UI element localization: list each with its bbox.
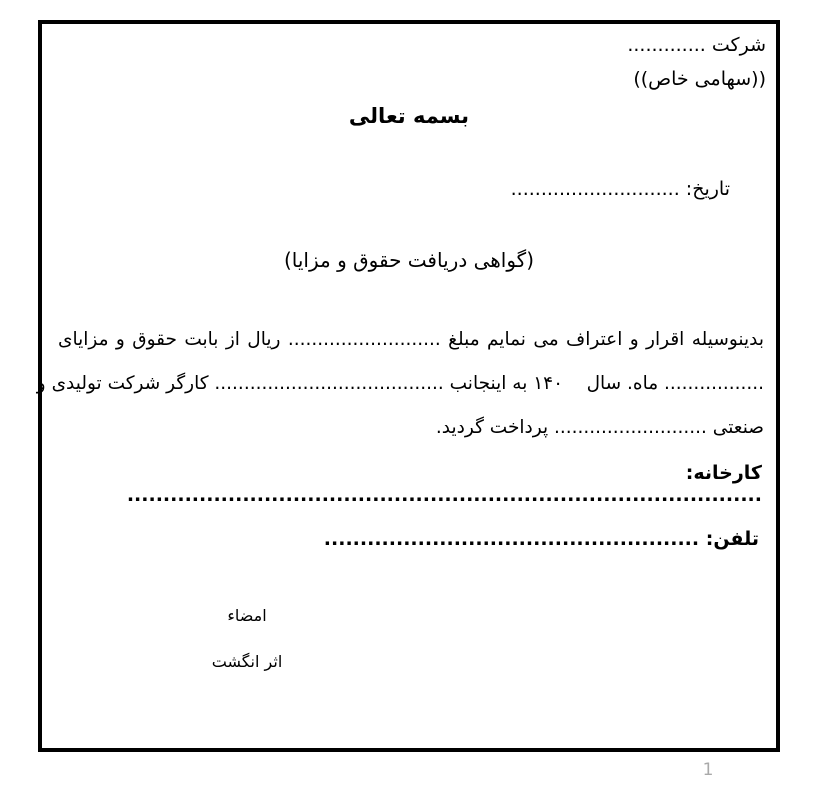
body-paragraph — [36, 318, 764, 450]
page-number: 1 — [702, 760, 714, 780]
body-line-2: ................. ماه. سال ۱۴۰ به اینجانب ....................................... کارگر شرکت تولیدی و — [36, 373, 764, 394]
document-frame — [38, 20, 780, 752]
signature-label: امضاء — [227, 606, 267, 625]
company-name-line: شرکت ............. — [627, 34, 766, 56]
basmala-heading: بسمه تعالی — [348, 104, 470, 128]
company-type-line: ((سهامی خاص)) — [633, 68, 766, 90]
date-field: تاریخ: ............................ — [510, 178, 730, 200]
body-line-3: صنعتی .......................... پرداخت گردید. — [435, 417, 764, 438]
fingerprint-label: اثر انگشت — [211, 652, 283, 671]
factory-field: کارخانه: ........................................................................................ — [126, 462, 762, 506]
document-title: (گواهی دریافت حقوق و مزایا) — [283, 248, 535, 272]
body-line-1: بدینوسیله اقرار و اعتراف می نمایم مبلغ .......................... ریال از بابت حقوق و مزایای — [58, 329, 764, 350]
phone-field: تلفن: .................................................... — [323, 528, 759, 550]
